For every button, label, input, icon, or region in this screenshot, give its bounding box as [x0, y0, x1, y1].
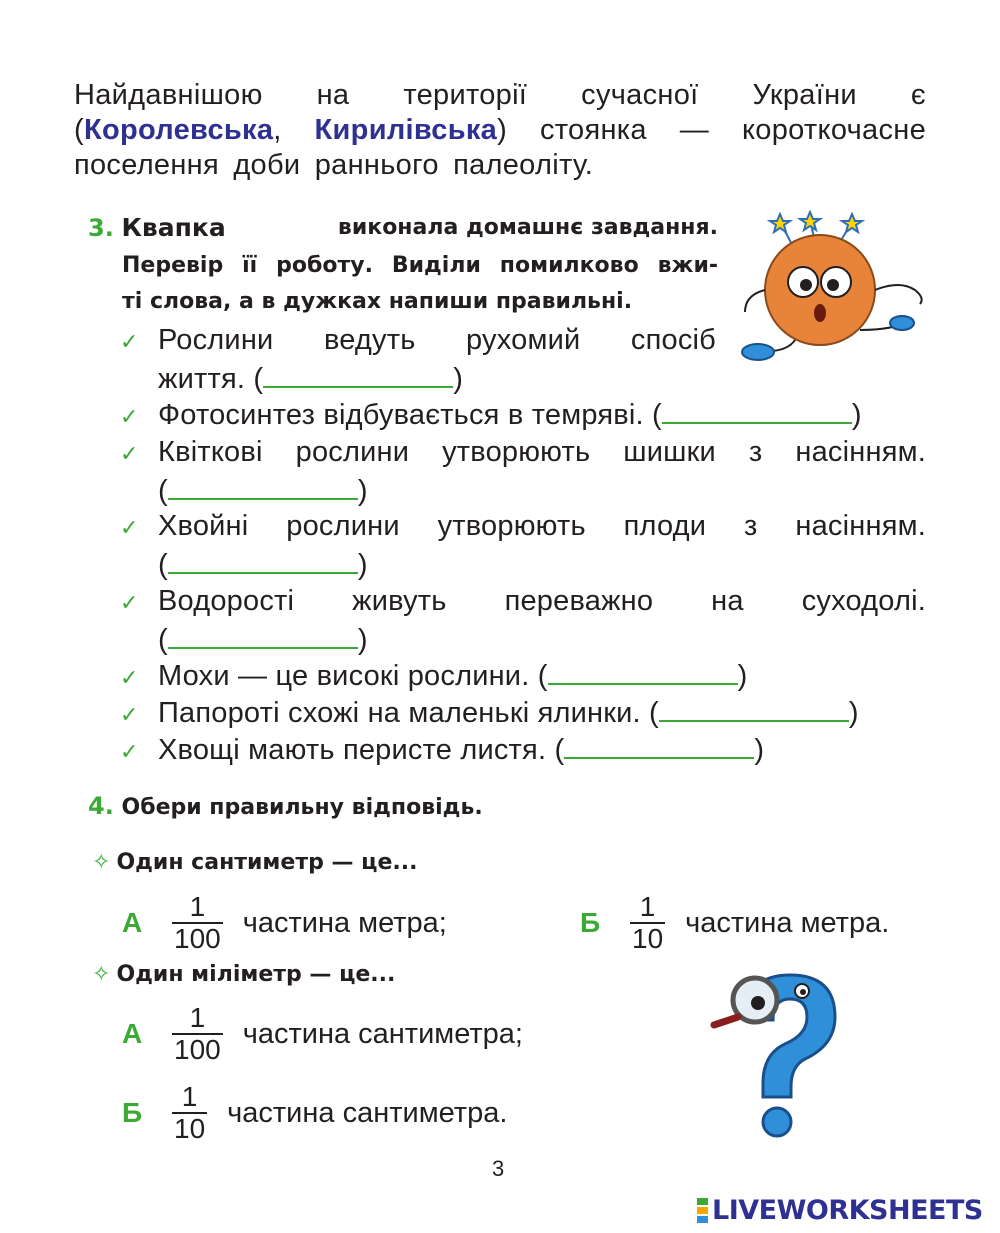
intro-separator: , [273, 114, 315, 146]
fraction-numerator: 1 [189, 891, 206, 922]
item-text: Рослини ведуть рухомий спосіб [158, 324, 716, 356]
question-mark-mascot-image [700, 965, 850, 1140]
kvapka-mascot-image [740, 210, 930, 370]
logo-text: LIVEWORKSHEETS [712, 1195, 983, 1226]
task3-heading [88, 210, 718, 320]
option-korolevska[interactable]: Королевська [83, 114, 274, 146]
answer-blank[interactable] [168, 621, 358, 649]
option-letter: Б [122, 1097, 143, 1128]
option-text: частина сантиметра; [242, 1017, 523, 1050]
task3-item-5: ✓ Водорості живуть переважно на суходолі. ( ) [120, 585, 926, 656]
task3-line3: ті слова, а в дужках напиши правильні. [122, 289, 633, 314]
task3-line1 [88, 210, 718, 248]
task4-title: Обери правильну відповідь. [121, 795, 483, 820]
item-text: Хвойні рослини утворюють плоди з насінням. [158, 510, 926, 542]
answer-blank[interactable] [168, 546, 358, 574]
checkmark-icon: ✓ [120, 739, 139, 764]
fraction [630, 892, 665, 954]
option-text: частина метра. [685, 906, 890, 939]
fraction-numerator: 1 [639, 891, 656, 922]
task3-line1-text: виконала домашнє завдання. [337, 215, 718, 240]
checkmark-icon: ✓ [120, 329, 139, 354]
item-text: Хвощі мають перисте листя. [158, 734, 547, 766]
task3-character-name: Квапка [121, 213, 226, 242]
task3-line2: Перевір її роботу. Виділи помилково вжи- [122, 253, 718, 278]
fraction-numerator: 1 [189, 1002, 206, 1033]
answer-blank[interactable] [168, 472, 358, 500]
task3-item-7: ✓ Папороті схожі на маленькі ялинки. ( ) [120, 694, 859, 733]
option-letter: Б [580, 907, 601, 938]
option-letter: А [122, 1018, 143, 1049]
checkmark-icon: ✓ [120, 441, 139, 466]
answer-blank[interactable] [662, 396, 852, 424]
answer-blank[interactable] [263, 360, 453, 388]
fraction-denominator: 100 [174, 1034, 221, 1065]
fraction-denominator: 100 [174, 923, 221, 954]
option-kyrylivska[interactable]: Кирилівська [314, 114, 498, 146]
page-number: 3 [492, 1156, 505, 1181]
task3-item-4: ✓ Хвойні рослини утворюють плоди з насінням. ( ) [120, 510, 926, 581]
task4-number: 4. [88, 792, 114, 820]
question-1 [92, 850, 417, 875]
fraction-denominator: 10 [174, 1113, 206, 1144]
fraction-denominator: 10 [632, 923, 664, 954]
item-text: Мохи — це високі рослини. [158, 660, 530, 692]
option-text: частина сантиметра. [227, 1096, 508, 1129]
fraction [172, 1003, 223, 1065]
question-text: Один сантиметр — це... [116, 850, 418, 875]
task3-item-6: ✓ Мохи — це високі рослини. ( ) [120, 657, 747, 696]
checkmark-icon: ✓ [120, 665, 139, 690]
intro-text-end: ) стоянка — короткочасне поселення доби раннього палеоліту. [74, 114, 926, 181]
item-text: Водорості живуть переважно на суходолі. [158, 585, 926, 617]
question-2 [92, 962, 395, 987]
q1-option-a[interactable] [122, 892, 447, 954]
checkmark-icon: ✓ [120, 702, 139, 727]
item-text: життя. [158, 363, 246, 395]
item-text: Фотосинтез відбувається в темряві. [158, 399, 644, 431]
fraction-numerator: 1 [181, 1081, 198, 1112]
q1-option-b[interactable] [580, 892, 889, 954]
fraction [172, 892, 223, 954]
answer-blank[interactable] [564, 731, 754, 759]
item-text: Папороті схожі на маленькі ялинки. [158, 697, 641, 729]
option-text: частина метра; [242, 906, 447, 939]
answer-blank[interactable] [548, 657, 738, 685]
task3-item-3: ✓ Квіткові рослини утворюють шишки з насінням. ( ) [120, 436, 926, 507]
checkmark-icon: ✓ [120, 404, 139, 429]
fraction [172, 1082, 207, 1144]
q2-option-b[interactable] [122, 1082, 507, 1144]
checkmark-icon: ✓ [120, 515, 139, 540]
item-text: Квіткові рослини утворюють шишки з насінням. [158, 436, 926, 468]
four-point-star-icon: ✧ [92, 962, 111, 987]
task3-item-8: ✓ Хвощі мають перисте листя. ( ) [120, 731, 764, 770]
option-letter: А [122, 907, 143, 938]
liveworksheets-logo[interactable] [697, 1195, 983, 1226]
four-point-star-icon: ✧ [92, 850, 111, 875]
logo-icon [697, 1197, 708, 1224]
intro-text-start: Найдавнішою на території сучасної України є ( [74, 79, 926, 146]
task4-heading [88, 792, 483, 820]
checkmark-icon: ✓ [120, 590, 139, 615]
task3-number: 3. [88, 214, 114, 242]
intro-paragraph [74, 78, 926, 183]
task3-item-2: ✓ Фотосинтез відбувається в темряві. ( ) [120, 396, 862, 435]
q2-option-a[interactable] [122, 1003, 523, 1065]
question-text: Один міліметр — це... [116, 962, 396, 987]
answer-blank[interactable] [659, 694, 849, 722]
task3-item-1: ✓ Рослини ведуть рухомий спосіб життя. ( ) [120, 324, 716, 395]
